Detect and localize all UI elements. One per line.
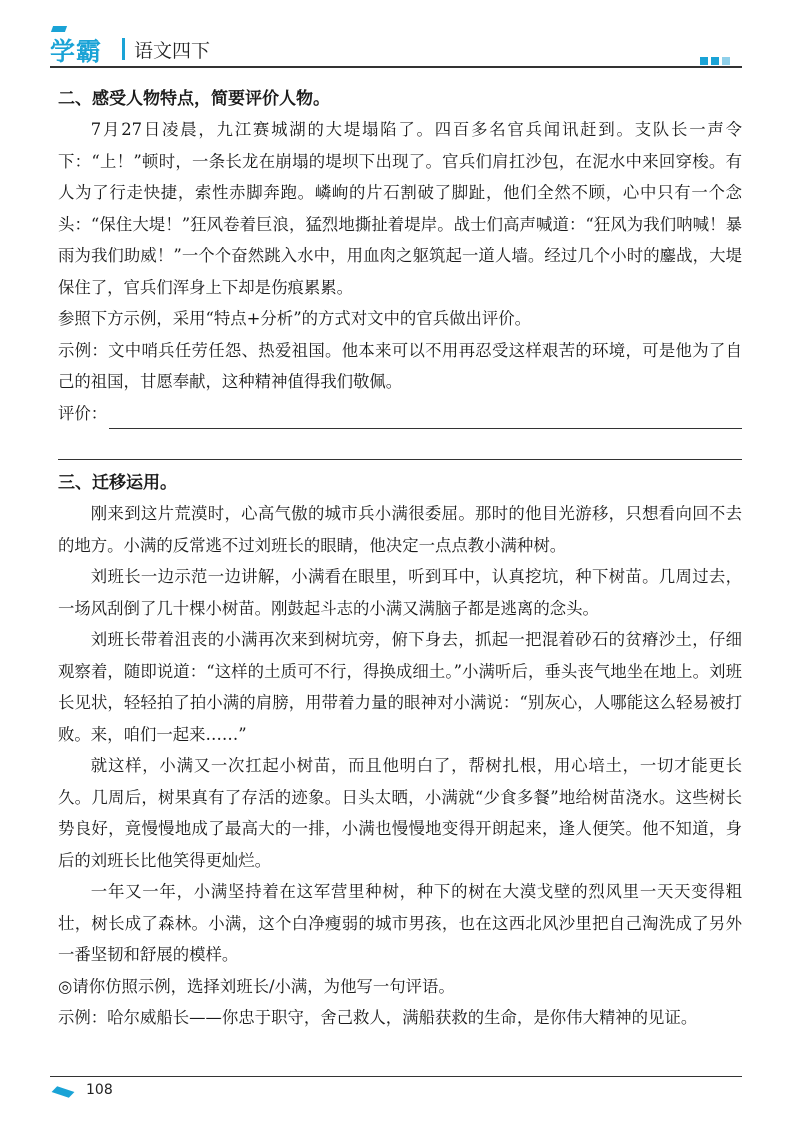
page-content — [58, 84, 742, 1034]
page-number: 108 — [86, 1082, 113, 1098]
header-divider — [122, 38, 125, 60]
section3-paragraph-3: 刘班长带着沮丧的小满再次来到树坑旁，俯下身去，抓起一把混着砂石的贫瘠沙土，仔细观察着，随即说道：“这样的土质可不行，得换成细土。”小满听后，垂头丧气地坐在地上。刘班长见状，轻轻拍了拍小满的肩膀，用带着力量的眼神对小满说：“别灰心，人哪能这么轻易被打败。来，咱们一起来……” — [58, 630, 742, 744]
section3-paragraph-1: 刚来到这片荒漠时，心高气傲的城市兵小满很委屈。那时的他目光游移，只想看向回不去的地方。小满的反常逃不过刘班长的眼睛，他决定一点点教小满种树。 — [58, 504, 742, 555]
pen-stroke-icon — [52, 1086, 75, 1097]
section2-instruction: 参照下方示例，采用“特点+分析”的方式对文中的官兵做出评价。 — [58, 309, 532, 328]
section3-paragraph-5: 一年又一年，小满坚持着在这军营里种树，种下的树在大漠戈壁的烈风里一天天变得粗壮，树长成了森林。小满，这个白净瘦弱的城市男孩，也在这西北风沙里把自己淘洗成了另外一番坚韧和舒展的模样。 — [58, 882, 742, 964]
evaluation-label: 评价： — [58, 403, 108, 423]
section3-paragraph-2: 刘班长一边示范一边讲解，小满看在眼里，听到耳中，认真挖坑，种下树苗。几周过去，一场风刮倒了几十棵小树苗。刚鼓起斗志的小满又满脑子都是逃离的念头。 — [58, 567, 742, 618]
section3-question: ◎请你仿照示例，选择刘班长/小满，为他写一句评语。 — [58, 976, 455, 996]
section2-passage: 7月27日凌晨，九江赛城湖的大堤塌陷了。四百多名官兵闻讯赶到。支队长一声令下：“上！”顿时，一条长龙在崩塌的堤坝下出现了。官兵们肩扛沙包，在泥水中来回穿梭。有人为了行走快捷，索性赤脚奔跑。嶙峋的片石割破了脚趾，他们全然不顾，心中只有一个念头：“保住大堤！”狂风卷着巨浪，猛烈地撕扯着堤岸。战士们高声喊道：“狂风为我们呐喊！暴雨为我们助威！”一个个奋然跳入水中，用血肉之躯筑起一道人墙。经过几个小时的鏖战，大堤保住了，官兵们浑身上下却是伤痕累累。 — [58, 120, 742, 297]
section3-heading: 三、迁移运用。 — [58, 473, 177, 493]
brand-logo-text: 学霸 — [50, 37, 103, 66]
evaluation-answer-row — [58, 398, 742, 430]
header-rule — [50, 66, 742, 68]
section2-heading: 二、感受人物特点，简要评价人物。 — [58, 89, 330, 109]
page-header — [50, 30, 742, 66]
section3-example: 示例：哈尔威船长——你忠于职守，舍己救人，满船获救的生命，是你伟大精神的见证。 — [58, 1008, 698, 1027]
evaluation-answer-line[interactable] — [109, 406, 742, 429]
section3-paragraph-4: 就这样，小满又一次扛起小树苗，而且他明白了，帮树扎根，用心培土，一切才能更长久。几周后，树果真有了存活的迹象。日头太晒，小满就“少食多餐”地给树苗浇水。这些树长势良好，竟慢慢地成了最高大的一排，小满也慢慢地变得开朗起来，逢人便笑。他不知道，身后的刘班长比他笑得更灿烂。 — [58, 756, 742, 870]
footer-rule — [50, 1076, 742, 1077]
brand-logo — [50, 32, 102, 68]
subject-title: 语文四下 — [134, 40, 211, 62]
evaluation-answer-line-2[interactable] — [58, 429, 742, 460]
section2-example: 示例：文中哨兵任劳任怨、热爱祖国。他本来可以不用再忍受这样艰苦的环境，可是他为了自己的祖国，甘愿奉献，这种精神值得我们敬佩。 — [58, 340, 742, 391]
graduation-cap-icon — [51, 26, 67, 32]
